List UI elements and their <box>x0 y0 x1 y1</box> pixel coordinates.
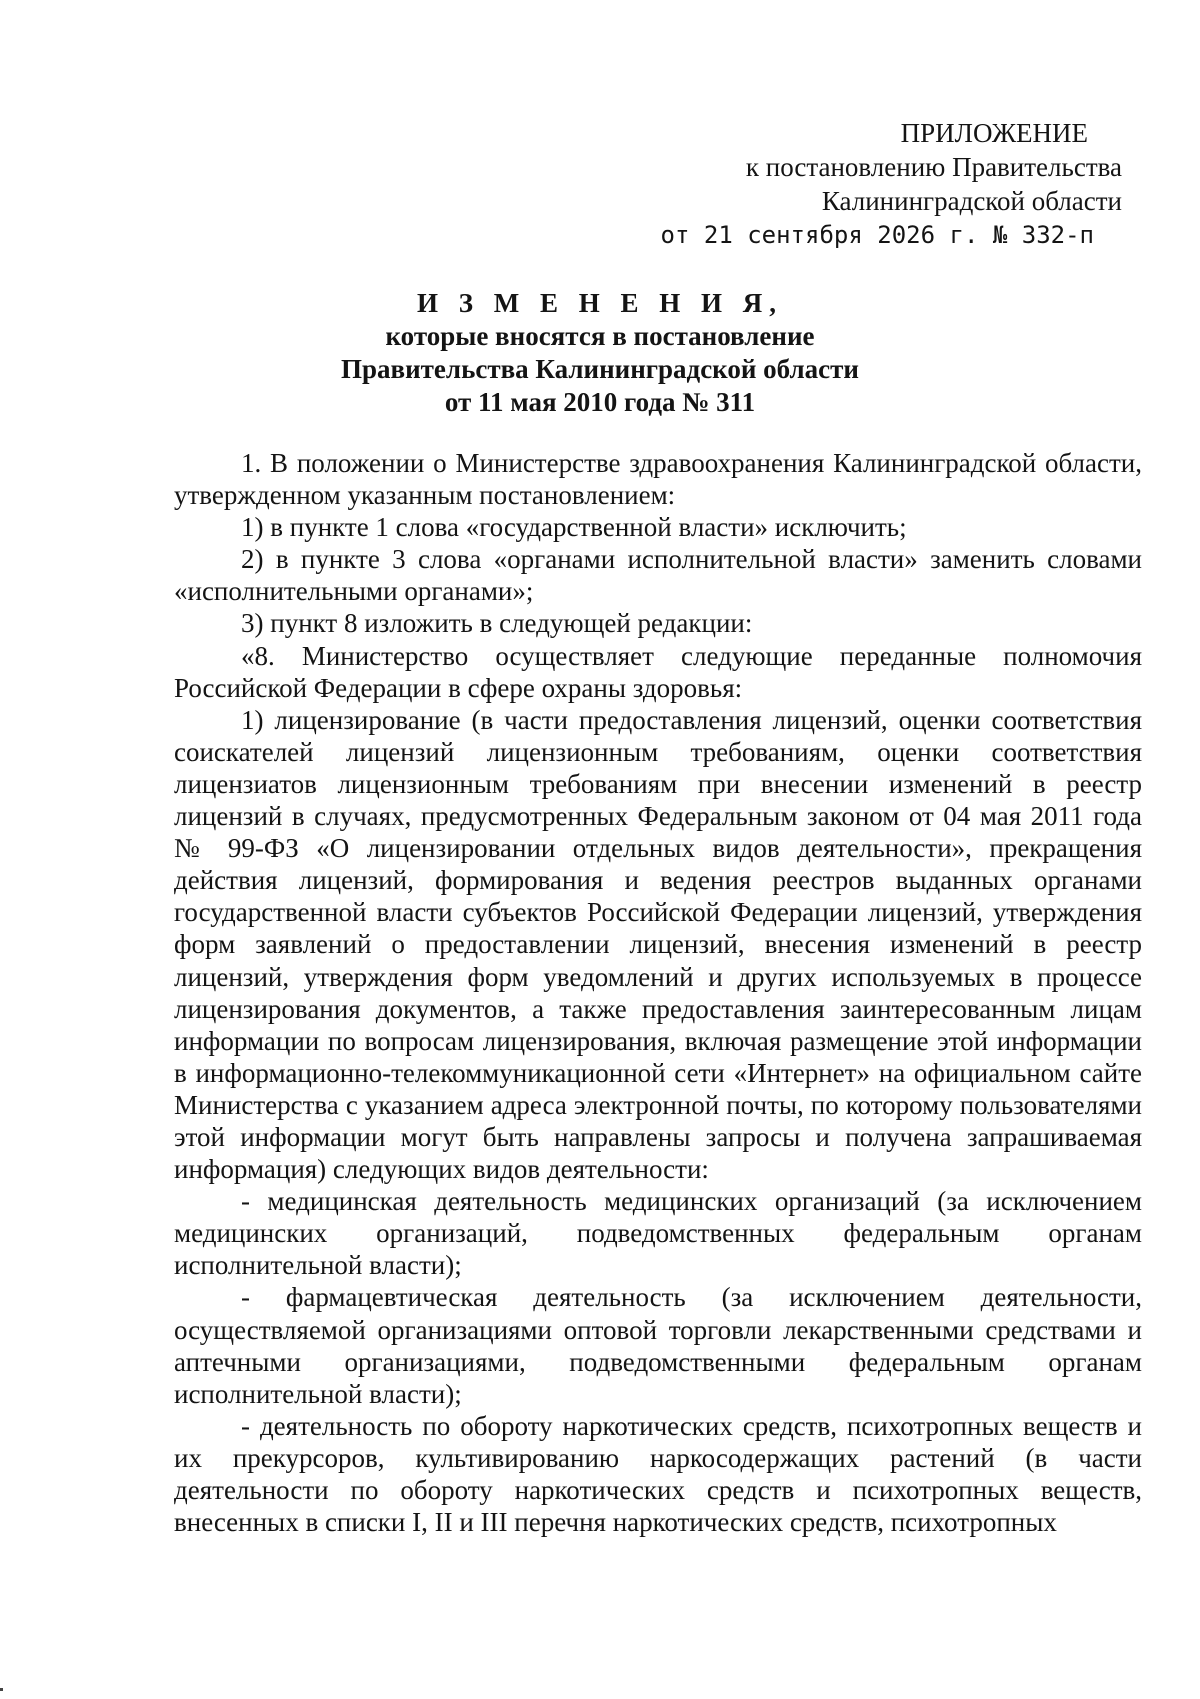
scan-artifact-mark <box>0 1688 3 1691</box>
appendix-region: Калининградской области <box>821 186 1122 216</box>
paragraph-medical-activity: - медицинская деятельность медицинских организаций (за исключением медицинских организаций, подведомственных федеральным органам исполнительной власти); <box>174 1186 1142 1281</box>
approval-block <box>642 116 1122 252</box>
paragraph-narcotics-activity: - деятельность по обороту наркотических средств, психотропных веществ и их прекурсоров, культивированию наркосодержащих растений (в части деятельности по обороту наркотических средств и психотропных веществ, внесенных в списки I, II и III перечня наркотических средств, психотропных <box>174 1410 1142 1538</box>
appendix-title: ПРИЛОЖЕНИЕ <box>900 118 1088 148</box>
heading-title: И З М Е Н Е Н И Я, <box>416 288 783 318</box>
paragraph-subitem-1: 1) в пункте 1 слова «государственной власти» исключить; <box>241 512 907 543</box>
paragraph-pharmaceutical-activity: - фармацевтическая деятельность (за исключением деятельности, осуществляемой организациями оптовой торговли лекарственными средствами и аптечными организациями, подведомственными федеральным органам исполнительной власти); <box>174 1282 1142 1409</box>
paragraph-subitem-2: 2) в пункте 3 слова «органами исполнительной власти» заменить словами «исполнительными органами»; <box>174 544 1142 607</box>
appendix-date-number: от 21 сентября 2026 г. № 332-п <box>660 221 1094 249</box>
document-heading <box>0 287 1200 419</box>
document-body <box>174 447 1142 1538</box>
heading-line-2: Правительства Калининградской области <box>341 354 859 384</box>
paragraph-subitem-3: 3) пункт 8 изложить в следующей редакции: <box>241 608 753 639</box>
appendix-reference: к постановлению Правительства <box>745 152 1122 182</box>
paragraph-licensing: 1) лицензирование (в части предоставления лицензий, оценки соответствия соискателей лицензий лицензионным требованиям, оценки соответствия лицензиатов лицензионным требованиям при внесении изменений в реестр лицензий в случаях, предусмотренных Федеральным законом от 04 мая 2011 года № 99-ФЗ «О лицензировании отдельных видов деятельности», прекращения действия лицензий, формирования и ведения реестров выданных органами государственной власти субъектов Российской Федерации лицензий, утверждения форм заявлений о предоставлении лицензий, внесения изменений в реестр лицензий, утверждения форм уведомлений и других используемых в процессе лицензирования документов, а также предоставления заинтересованным лицам информации по вопросам лицензирования, включая размещение этой информации в информационно-телекоммуникационной сети «Интернет» на официальном сайте Министерства с указанием адреса электронной почты, по которому пользователями этой информации могут быть направлены запросы и получена запрашиваемая информация) следующих видов деятельности: <box>174 704 1142 1185</box>
heading-line-3: от 11 мая 2010 года № 311 <box>444 387 756 417</box>
heading-line-1: которые вносятся в постановление <box>385 321 815 351</box>
paragraph-item-1: 1. В положении о Министерстве здравоохранения Калининградской области, утвержденном указанным постановлением: <box>174 448 1142 511</box>
paragraph-clause-8: «8. Министерство осуществляет следующие переданные полномочия Российской Федерации в сфере охраны здоровья: <box>174 640 1142 703</box>
